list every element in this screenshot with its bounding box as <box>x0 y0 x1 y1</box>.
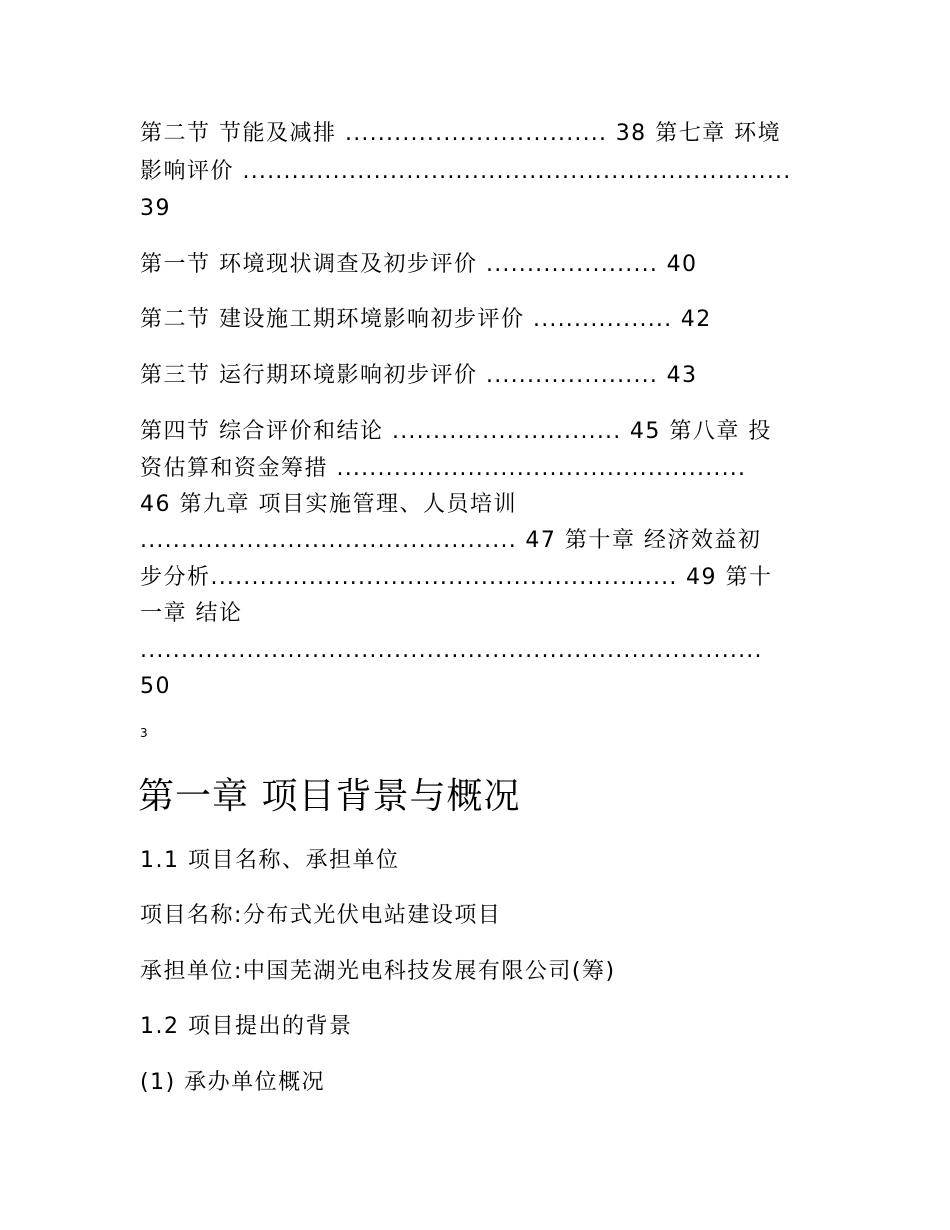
toc-entry-text: 第三节 运行期环境影响初步评价 <box>140 363 478 388</box>
toc-line <box>140 361 698 391</box>
toc-entry-text: 46 第九章 项目实施管理、人员培训 <box>140 492 517 517</box>
toc-line <box>140 454 746 484</box>
toc-leader-dots: ............................................................................ <box>140 638 763 663</box>
toc-entry-text-start: 第十 <box>725 565 773 590</box>
toc-line <box>140 250 698 280</box>
body-paragraph: 项目名称:分布式光伏电站建设项目 <box>140 903 502 928</box>
toc-entry-text: 第二节 建设施工期环境影响初步评价 <box>140 307 525 332</box>
toc-line <box>140 305 712 335</box>
toc-line <box>140 490 517 520</box>
section-heading: 1.1 项目名称、承担单位 <box>140 848 400 873</box>
toc-entry-text: 第二节 节能及减排 <box>140 121 337 146</box>
toc-page-number: 45 <box>629 419 661 444</box>
toc-entry-text-start: 第七章 环境 <box>655 121 782 146</box>
page-number: 3 <box>140 726 148 740</box>
toc-line <box>140 672 171 702</box>
toc-leader-dots: ................................................................... <box>242 159 792 184</box>
toc-page-number: 40 <box>666 252 698 277</box>
toc-entry-text-continued: 资估算和资金筹措 <box>140 456 337 481</box>
toc-entry-text: 第四节 综合评价和结论 <box>140 419 384 444</box>
toc-entry-text-start: 第八章 投 <box>669 419 772 444</box>
toc-entry-text: 第一节 环境现状调查及初步评价 <box>140 252 478 277</box>
toc-page-number: 39 <box>140 196 171 221</box>
toc-entry-text-continued: 步分析 <box>140 565 211 590</box>
toc-page-number: 42 <box>680 307 712 332</box>
toc-line <box>140 526 761 556</box>
toc-leader-dots: ......................................................... <box>210 565 678 590</box>
toc-page-number: 47 <box>525 528 557 553</box>
body-paragraph: 承担单位:中国芜湖光电科技发展有限公司(筹) <box>140 959 616 984</box>
toc-line <box>140 599 243 629</box>
section-heading: 1.2 项目提出的背景 <box>140 1014 353 1039</box>
toc-line <box>140 194 171 224</box>
toc-leader-dots: .................................................. <box>336 456 747 481</box>
body-paragraph: (1) 承办单位概况 <box>140 1070 326 1095</box>
toc-line <box>140 157 791 187</box>
toc-leader-dots: ............................ <box>392 419 622 444</box>
toc-entry-text-continued: 一章 结论 <box>140 601 243 626</box>
toc-page-number: 38 <box>615 121 647 146</box>
toc-line <box>140 417 772 447</box>
toc-entry-text-start: 第十章 经济效益初 <box>564 528 762 553</box>
toc-page-number: 50 <box>140 674 171 699</box>
toc-line <box>140 119 781 149</box>
toc-page-number: 49 <box>686 565 718 590</box>
toc-leader-dots: ..................... <box>486 252 659 277</box>
toc-entry-text-continued: 影响评价 <box>140 159 243 184</box>
toc-page-number: 43 <box>666 363 698 388</box>
toc-leader-dots: ................. <box>533 307 673 332</box>
toc-leader-dots: ................................ <box>345 121 608 146</box>
toc-leader-dots: .............................................. <box>140 528 517 553</box>
toc-line <box>140 563 773 593</box>
chapter-title: 第一章 项目背景与概况 <box>138 776 521 817</box>
toc-leader-dots: ..................... <box>486 363 659 388</box>
toc-line <box>140 636 763 666</box>
